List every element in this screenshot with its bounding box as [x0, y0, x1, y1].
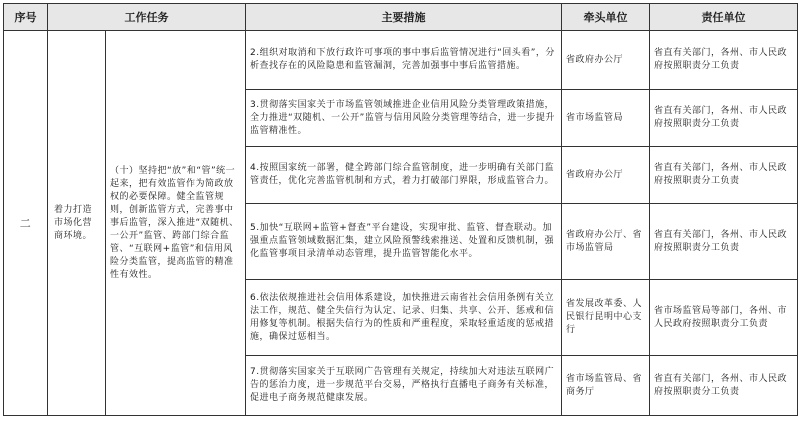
- lead-unit: 省发展改革委、人民银行昆明中心支行: [562, 280, 650, 356]
- responsible-unit: 省直有关部门，各州、市人民政府按照职责分工负责: [650, 356, 798, 416]
- measure-text: 6.依法依规推进社会信用体系建设，加快推进云南省社会信用条例有关立法工作，规范、健全失信行为认定、记录、归集、共享、公开、惩戒和信用修复等机制。根据失信行为的性质和严重程度，采取轻重适度的惩戒措施，确保过惩相当。: [246, 280, 562, 356]
- measure-text: 7.贯彻落实国家关于互联网广告管理有关规定，持续加大对违法互联网广告的惩治力度，进一步规范平台交易，严格执行直播电子商务有关标准，促进电子商务规范健康发展。: [246, 356, 562, 416]
- responsible-unit: 省直有关部门，各州、市人民政府按照职责分工负责: [650, 204, 798, 280]
- header-task: 工作任务: [48, 4, 246, 31]
- seq-cell: 二: [4, 31, 48, 416]
- header-responsible: 责任单位: [650, 4, 798, 31]
- responsible-unit: 省直有关部门，各州、市人民政府按照职责分工负责: [650, 90, 798, 147]
- table-row: [4, 31, 798, 90]
- lead-unit: 省政府办公厅: [562, 147, 650, 204]
- responsible-unit: 省市场监管局等部门，各州、市人民政府按照职责分工负责: [650, 280, 798, 356]
- lead-unit: 省市场监管局: [562, 90, 650, 147]
- lead-unit: 省市场监管局、省商务厅: [562, 356, 650, 416]
- task-main-cell: 着力打造市场化营商环境。: [48, 31, 106, 416]
- header-measures: 主要措施: [246, 4, 562, 31]
- header-row: [4, 4, 798, 31]
- lead-unit: 省政府办公厅、省市场监管局: [562, 204, 650, 280]
- lead-unit: 省政府办公厅: [562, 31, 650, 90]
- measure-text: 3.贯彻落实国家关于市场监管领域推进企业信用风险分类管理政策措施，全力推进“双随机、一公开”监管与信用风险分类管理等结合，进一步提升监管精准性。: [246, 90, 562, 147]
- task-detail-cell: （十）坚持把“放”和“管”统一起来，把有效监管作为简政放权的必要保障。健全监管规则，创新监管方式，完善事中事后监管，深入推进“双随机、一公开”监管、跨部门综合监管、“互联网+监管”和信用风险分类监管，提高监管的精准性有效性。: [106, 31, 246, 416]
- measure-text: 2.组织对取消和下放行政许可事项的事中事后监管情况进行“回头看”，分析查找存在的风险隐患和监管漏洞，完善加强事中事后监管措施。: [246, 31, 562, 90]
- measure-text: 5.加快“互联网+监管+督查”平台建设，实现审批、监管、督查联动。加强重点监管领域数据汇集，建立风险预警线索推送、处置和反馈机制，强化监管事项目录清单动态管理，提升监管智能化水平。: [246, 204, 562, 280]
- measure-text: 4.按照国家统一部署，健全跨部门综合监管制度，进一步明确有关部门监管责任，优化完善监管机制和方式，着力打破部门界限，形成监管合力。: [246, 147, 562, 204]
- header-lead: 牵头单位: [562, 4, 650, 31]
- responsible-unit: 省直有关部门，各州、市人民政府按照职责分工负责: [650, 31, 798, 90]
- header-seq: 序号: [4, 4, 48, 31]
- measures-table: [3, 3, 798, 416]
- responsible-unit: 省直有关部门，各州、市人民政府按照职责分工负责: [650, 147, 798, 204]
